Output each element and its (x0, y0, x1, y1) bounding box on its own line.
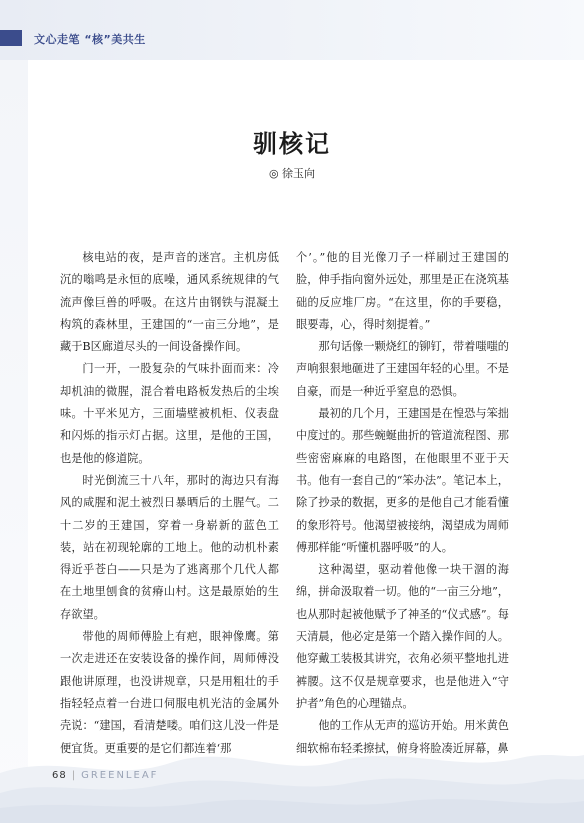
article-title: 驯核记 (253, 130, 331, 158)
paragraph: 门一开，一股复杂的气味扑面而来：冷却机油的微腥，混合着电路板发热后的尘埃味。十平米见方，三面墙壁被机柜、仪表盘和闪烁的指示灯占据。这里，是他的王国，也是他的修道院。 (60, 362, 279, 465)
paragraph: 个’。”他的目光像刀子一样刷过王建国的脸，伸手指向窗外远处，那里是正在浇筑基础的反应堆厂房。“在这里，你的手要稳，眼要毒，心，得时刻提着。” (296, 251, 509, 331)
header-accent-bar (0, 30, 22, 46)
paragraph: 核电站的夜，是声音的迷宫。主机房低沉的嗡鸣是永恒的底噪，通风系统规律的气流声像巨兽的呼吸。在这片由钢铁与混凝土构筑的森林里，王建国的“一亩三分地”，是藏于B区廊道尽头的一间设备操作间。 (60, 251, 279, 354)
magazine-name: GREENLEAF (81, 770, 159, 781)
paragraph: 他的工作从无声的巡访开始。用米黄色细软棉布轻柔擦拭，俯身将脸凑近屏幕，鼻 (296, 719, 509, 755)
left-column (60, 247, 279, 760)
header-band (0, 0, 584, 60)
right-column (296, 247, 509, 760)
paragraph: 那句话像一颗烧红的铆钉，带着嗤嗤的声响狠狠地砸进了王建国年轻的心里。不是自豪，而是一种近乎窒息的恐惧。 (296, 340, 509, 398)
footer-separator: | (71, 770, 77, 781)
section-label: 文心走笔 “核”美共生 (34, 33, 146, 46)
page-footer (52, 770, 158, 781)
paragraph: 带他的周师傅脸上有疤，眼神像鹰。第一次走进还在安装设备的操作间，周师傅没跟他讲原理，也没讲规章，只是用粗壮的手指轻轻点着一台进口伺服电机光洁的金属外壳说：“建国，看清楚喽。咱们这儿没一件是便宜货。更重要的是它们都连着‘那 (60, 630, 279, 755)
page-number: 68 (52, 770, 67, 781)
mountain-decoration (0, 703, 584, 823)
paragraph: 时光倒流三十八年，那时的海边只有海风的咸腥和泥土被烈日暴晒后的土腥气。二十二岁的王建国，穿着一身崭新的蓝色工装，站在初现轮廓的工地上。他的动机朴素得近乎苍白——只是为了逃离那个几代人都在土地里刨食的贫瘠山村。这是最原始的生存欲望。 (60, 473, 279, 621)
article-author: ◎ 徐玉向 (268, 167, 316, 180)
paragraph: 最初的几个月，王建国是在惶恐与笨拙中度过的。那些蜿蜒曲折的管道流程图、那些密密麻麻的电路图，在他眼里不亚于天书。他有一套自己的“笨办法”。笔记本上，除了抄录的数据，更多的是他自己才能看懂的象形符号。他渴望被接纳，渴望成为周师傅那样能“听懂机器呼吸”的人。 (296, 407, 509, 554)
paragraph: 这种渴望，驱动着他像一块干涸的海绵，拼命汲取着一切。他的“一亩三分地”，也从那时起被他赋予了神圣的“仪式感”。每天清晨，他必定是第一个踏入操作间的人。他穿戴工装极其讲究，衣角必须平整地扎进裤腰。这不仅是规章要求，也是他进入“守护者”角色的心理锚点。 (296, 563, 509, 710)
